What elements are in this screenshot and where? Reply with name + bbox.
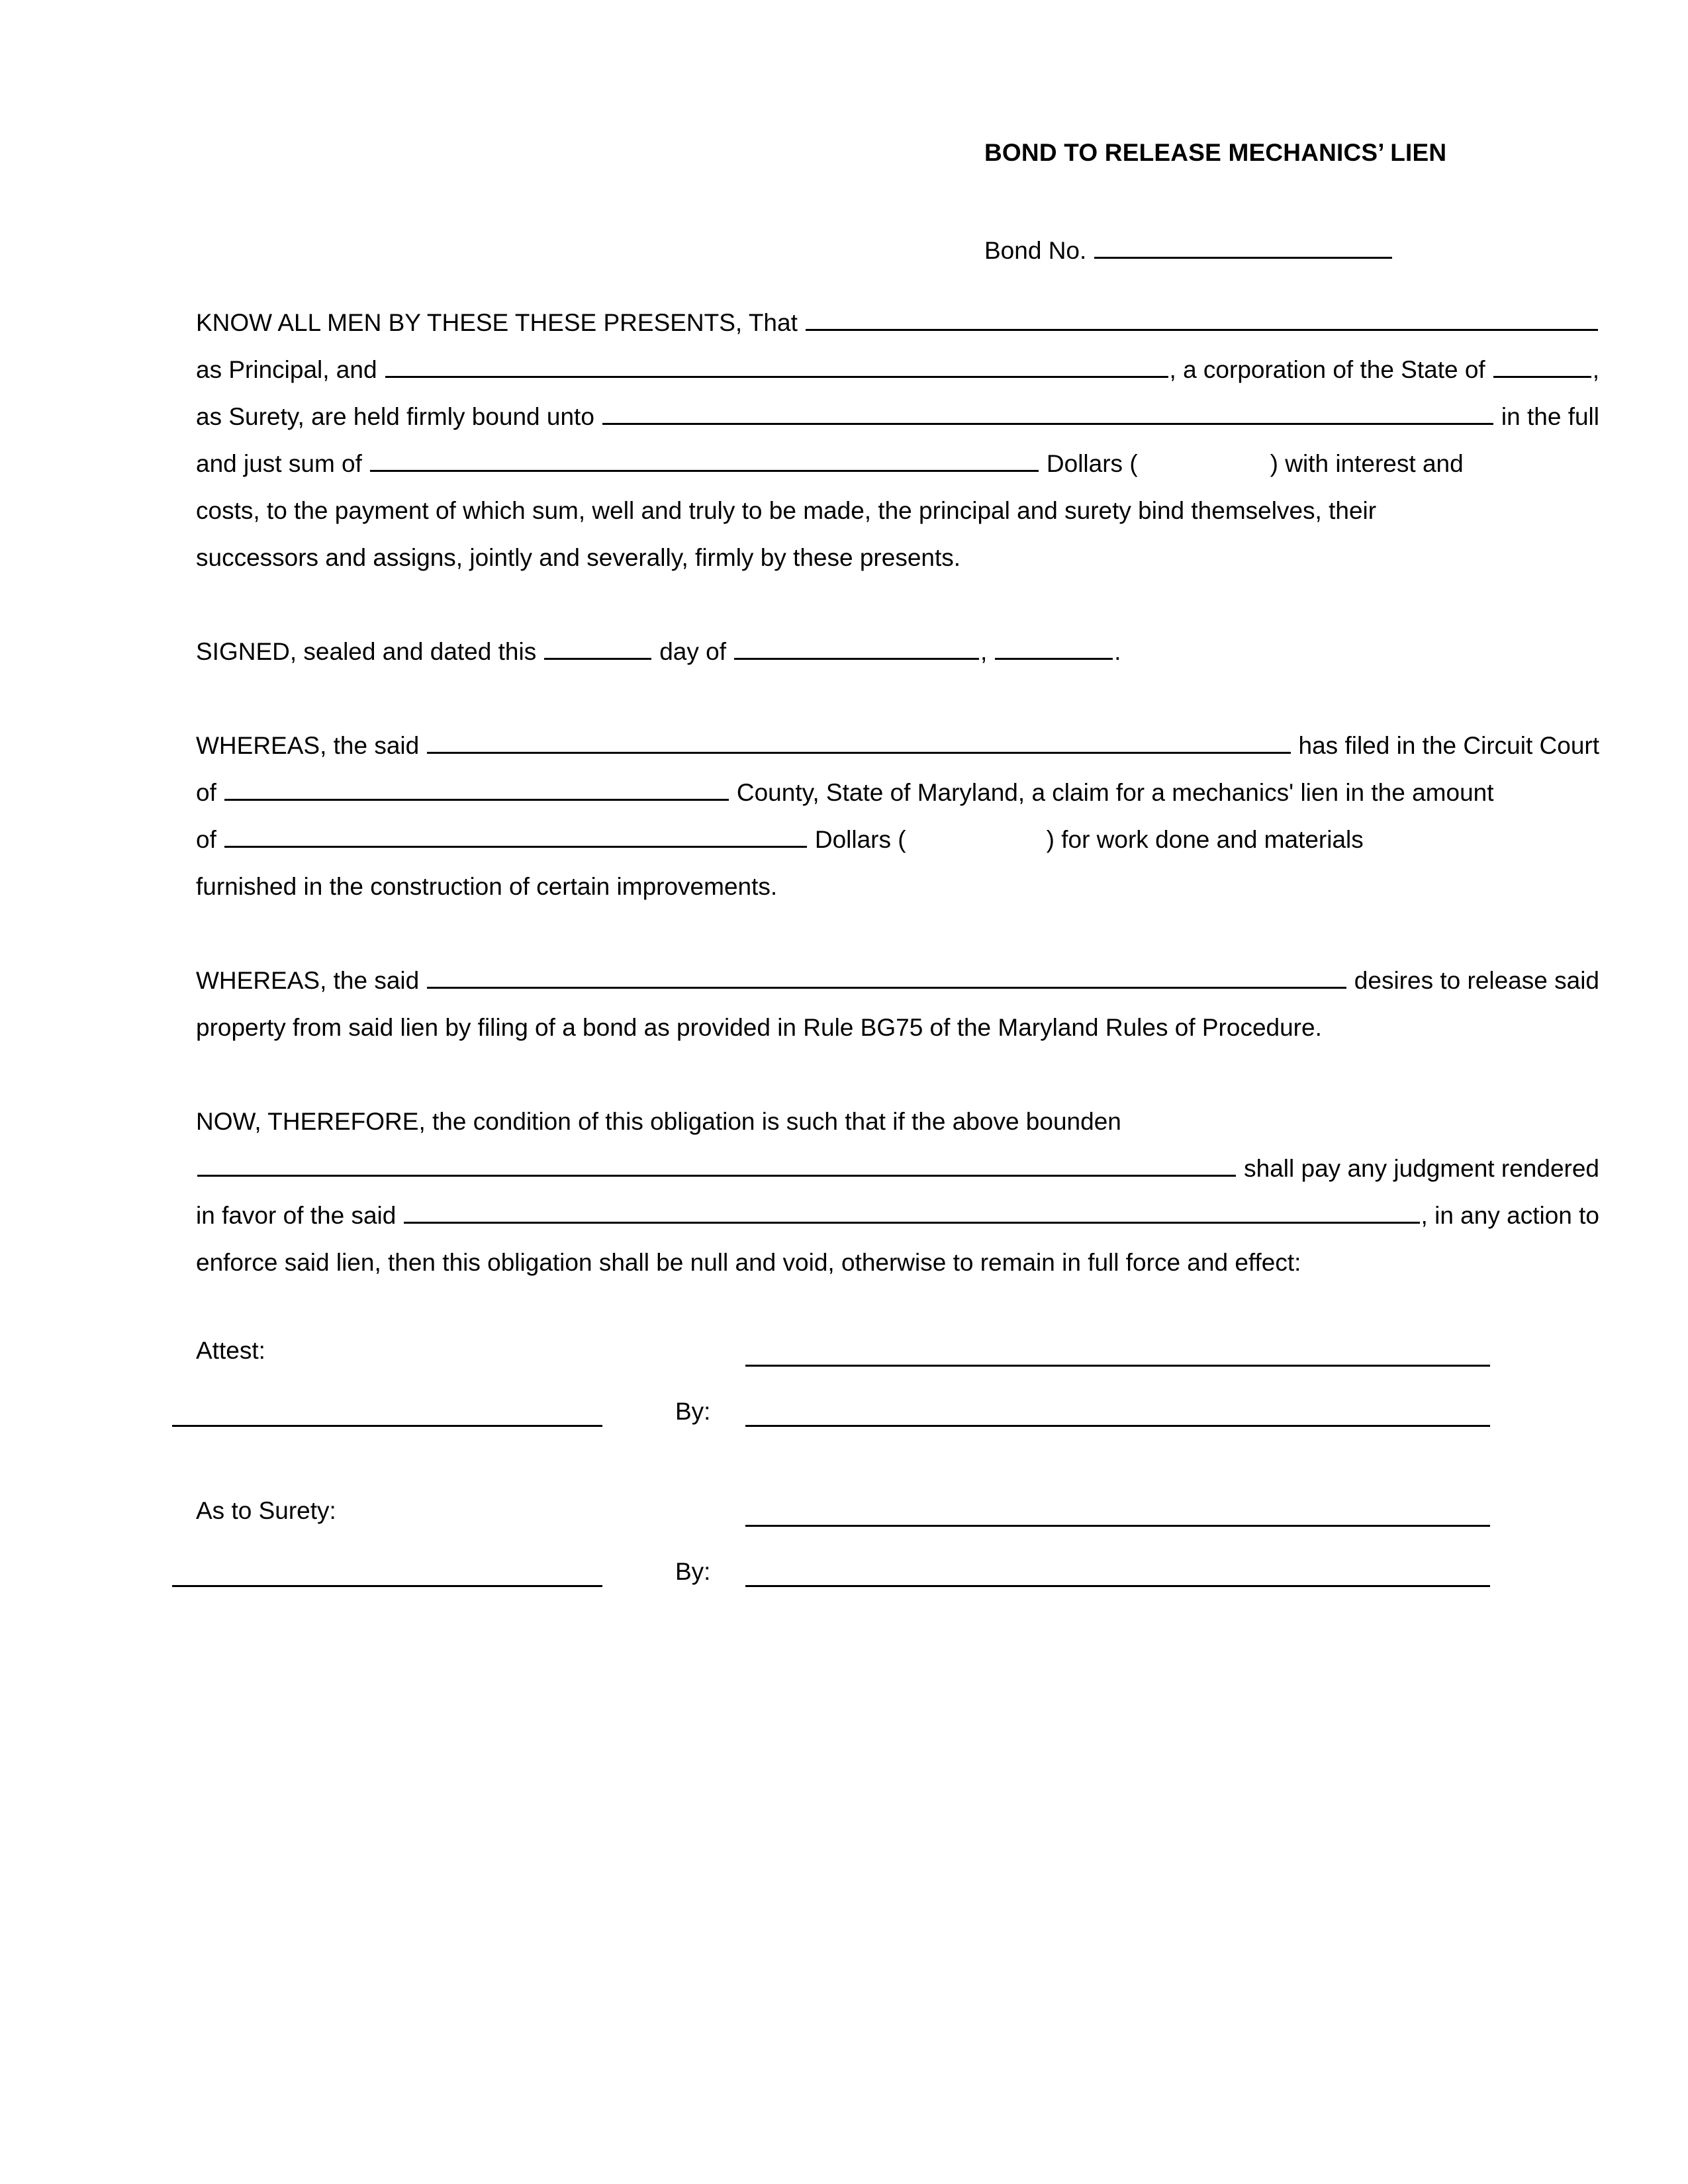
desires-to-release-text: desires to release said xyxy=(1354,967,1599,994)
for-work-done-text: ) for work done and materials xyxy=(1046,826,1364,853)
body-line-costs: costs, to the payment of which sum, well and truly to be made, the principal and surety bind themselves, their xyxy=(196,497,1377,524)
state-field[interactable] xyxy=(1493,356,1591,378)
body-line-whereas-1a xyxy=(196,722,1599,769)
body-line-know-all-men xyxy=(196,299,1599,346)
in-the-full-text: in the full xyxy=(1501,403,1599,430)
by-label-principal: By: xyxy=(675,1398,711,1425)
by-label-surety: By: xyxy=(675,1558,711,1585)
body-line-surety xyxy=(196,393,1599,440)
as-principal-text: as Principal, and xyxy=(196,356,377,383)
attest-witness-line[interactable] xyxy=(172,1425,602,1427)
document-body xyxy=(196,299,1599,1286)
body-line-bounden-field xyxy=(196,1145,1599,1192)
as-to-surety-label: As to Surety: xyxy=(196,1497,336,1524)
principal-by-line[interactable] xyxy=(745,1425,1490,1427)
paragraph-gap xyxy=(196,1051,1599,1098)
body-line-now-therefore: NOW, THEREFORE, the condition of this obligation is such that if the above bounden xyxy=(196,1108,1121,1135)
surety-signature-line[interactable] xyxy=(745,1525,1490,1527)
whereas-said-text-2: WHEREAS, the said xyxy=(196,967,420,994)
body-line-whereas-2b: property from said lien by filing of a bond as provided in Rule BG75 of the Maryland Rules of Procedure. xyxy=(196,1014,1322,1041)
body-line-principal xyxy=(196,346,1599,393)
signed-period-text: . xyxy=(1114,638,1121,665)
body-line-whereas-1b xyxy=(196,769,1599,816)
day-of-text: day of xyxy=(659,638,726,665)
bond-number-row xyxy=(984,237,1393,265)
with-interest-text: ) with interest and xyxy=(1270,450,1464,477)
bond-number-field[interactable] xyxy=(1094,237,1392,259)
whereas-said-text-1: WHEREAS, the said xyxy=(196,732,420,759)
paragraph-gap xyxy=(196,910,1599,957)
has-filed-circuit-court-text: has filed in the Circuit Court xyxy=(1298,732,1599,759)
body-line-whereas-1d: furnished in the construction of certain improvements. xyxy=(196,873,778,900)
surety-corporation-field[interactable] xyxy=(385,356,1168,378)
corporation-of-state-text: , a corporation of the State of xyxy=(1169,356,1485,383)
know-all-men-text: KNOW ALL MEN BY THESE THESE PRESENTS, That xyxy=(196,309,798,336)
body-line-enforce-lien: enforce said lien, then this obligation shall be null and void, otherwise to remain in full force and effect: xyxy=(196,1249,1301,1276)
in-any-action-text: , in any action to xyxy=(1421,1202,1599,1229)
shall-pay-judgment-text: shall pay any judgment rendered xyxy=(1244,1155,1599,1182)
judgment-favoree-field[interactable] xyxy=(404,1202,1419,1224)
signed-sealed-text: SIGNED, sealed and dated this xyxy=(196,638,537,665)
paragraph-gap xyxy=(196,675,1599,722)
principal-name-field[interactable] xyxy=(806,309,1598,331)
and-just-sum-text: and just sum of xyxy=(196,450,362,477)
of-text-amount: of xyxy=(196,826,216,853)
body-line-whereas-1c xyxy=(196,816,1599,863)
as-surety-text: as Surety, are held firmly bound unto xyxy=(196,403,594,430)
county-state-claim-text: County, State of Maryland, a claim for a mechanics' lien in the amount xyxy=(736,779,1494,806)
signed-day-field[interactable] xyxy=(544,638,651,660)
claimant-name-field[interactable] xyxy=(427,732,1290,754)
surety-by-line[interactable] xyxy=(745,1585,1490,1587)
sum-words-field[interactable] xyxy=(370,450,1039,472)
line2-trailing-comma: , xyxy=(1592,356,1599,383)
of-text-county: of xyxy=(196,779,216,806)
body-line-just-sum xyxy=(196,440,1599,487)
bounden-party-field[interactable] xyxy=(197,1155,1236,1177)
page-title: BOND TO RELEASE MECHANICS’ LIEN xyxy=(984,139,1447,166)
bound-unto-field[interactable] xyxy=(602,403,1493,425)
principal-signature-line[interactable] xyxy=(745,1365,1490,1367)
in-favor-of-said-text: in favor of the said xyxy=(196,1202,397,1229)
lien-amount-words-field[interactable] xyxy=(224,826,807,848)
paragraph-gap xyxy=(196,581,1599,628)
bond-number-label: Bond No. xyxy=(984,237,1087,264)
releasing-party-field[interactable] xyxy=(427,967,1346,989)
body-line-successors: successors and assigns, jointly and severally, firmly by these presents. xyxy=(196,544,961,571)
signed-comma-text: , xyxy=(980,638,988,665)
county-field[interactable] xyxy=(224,779,729,801)
surety-witness-line[interactable] xyxy=(172,1585,602,1587)
body-line-whereas-2a xyxy=(196,957,1599,1004)
body-line-signed xyxy=(196,628,1599,675)
dollars-open-paren-text-2: Dollars ( xyxy=(814,826,906,853)
signed-month-field[interactable] xyxy=(734,638,979,660)
dollars-open-paren-text: Dollars ( xyxy=(1046,450,1138,477)
attest-label: Attest: xyxy=(196,1337,265,1364)
signed-year-field[interactable] xyxy=(995,638,1113,660)
body-line-in-favor-of xyxy=(196,1192,1599,1239)
